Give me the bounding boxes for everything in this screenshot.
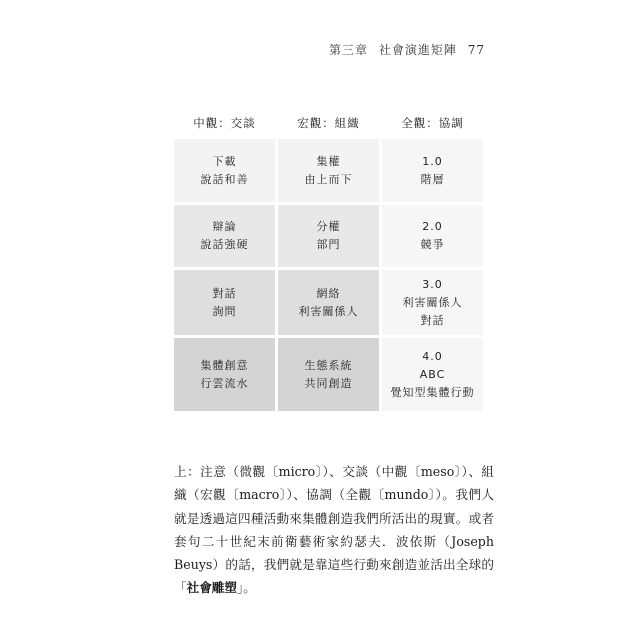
matrix-cell [278, 270, 379, 335]
running-header [323, 41, 485, 58]
cell-line: 集權 [316, 154, 341, 168]
social-evolution-matrix [174, 110, 484, 411]
cell-line: 詢問 [212, 304, 237, 318]
matrix-cell [174, 139, 275, 202]
cell-line: 競爭 [420, 238, 445, 251]
matrix-cell [174, 270, 275, 335]
chapter-label: 第三章 [329, 43, 369, 57]
column-header-macro: 宏觀：組織 [297, 116, 360, 130]
cell-line: 說話和善 [200, 172, 249, 186]
page-number: 77 [467, 43, 485, 57]
cell-line: 說話強硬 [200, 238, 249, 251]
matrix-cell [174, 338, 275, 411]
cell-line: 利害關係人 [298, 304, 359, 318]
cell-line: 3.0 [422, 277, 443, 291]
matrix-row-2 [174, 205, 484, 267]
cell-line: 4.0 [422, 349, 443, 363]
matrix-cell [278, 139, 379, 202]
chapter-title: 社會演進矩陣 [378, 43, 457, 57]
cell-line: 由上而下 [304, 172, 353, 186]
cell-line: 下載 [212, 154, 237, 168]
cell-line: ABC [419, 367, 446, 381]
matrix-column-headers [174, 110, 484, 136]
matrix-row-1 [174, 139, 484, 202]
cell-line: 共同創造 [304, 376, 353, 390]
cell-line: 行雲流水 [200, 376, 249, 390]
cell-line: 辯論 [212, 220, 237, 233]
cell-line: 部門 [316, 238, 341, 251]
cell-line: 覺知型集體行動 [390, 385, 475, 399]
matrix-cell [382, 205, 483, 267]
matrix-cell [382, 270, 483, 335]
cell-line: 對話 [212, 286, 237, 300]
matrix-row-4 [174, 338, 484, 411]
matrix-cell [174, 205, 275, 267]
body-paragraph [174, 460, 494, 600]
cell-line: 網絡 [316, 286, 341, 300]
column-header-mundo: 全觀：協調 [401, 116, 464, 130]
cell-line: 利害關係人 [402, 295, 463, 309]
column-header-meso: 中觀：交談 [193, 116, 256, 130]
paragraph-text [174, 460, 494, 600]
paragraph-text-after: 」。 [236, 580, 256, 596]
paragraph-emphasis: 社會雕塑 [186, 580, 237, 596]
cell-line: 生態系統 [304, 358, 353, 372]
matrix-row-3 [174, 270, 484, 335]
cell-line: 對話 [420, 313, 445, 327]
cell-line: 1.0 [422, 154, 443, 168]
cell-line: 2.0 [422, 220, 443, 233]
paragraph-text-before: 上：注意（微觀〔micro〕）、交談（中觀〔meso〕）、組織（宏觀〔macro〕）、協調（全觀〔mundo〕）。我們人就是透過這四種活動來集體創造我們所活出的現實。或者套句二十世紀末前衛藝術家約瑟夫．波依斯（Joseph Beuys）的話，我們就是靠這些行動來創造並活出全球的「 [174, 464, 494, 596]
matrix-cell [382, 139, 483, 202]
matrix-cell [382, 338, 483, 411]
cell-line: 集體創意 [200, 358, 249, 372]
matrix-cell [278, 338, 379, 411]
cell-line: 階層 [420, 172, 445, 186]
cell-line: 分權 [316, 220, 341, 233]
matrix-cell [278, 205, 379, 267]
